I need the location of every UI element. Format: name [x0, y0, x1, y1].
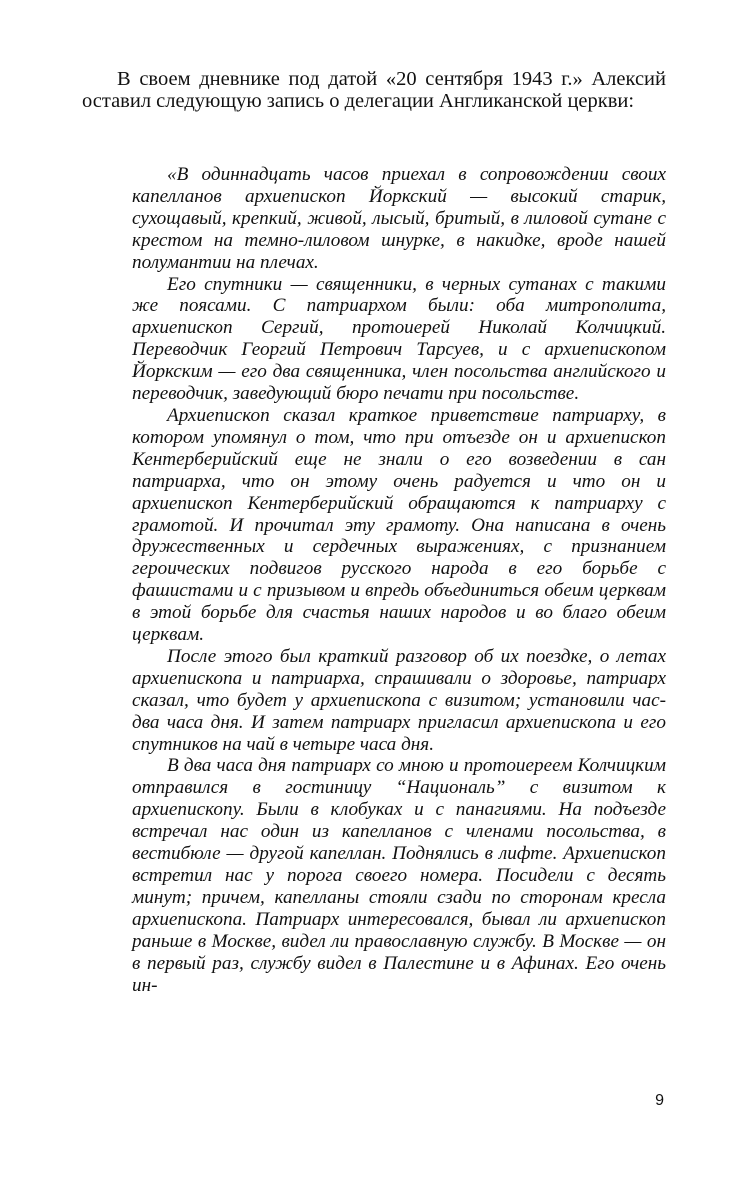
quote-paragraph: В два часа дня патриарх со мною и протоиереем Колчицким отправился в гостиницу “Националь” с визитом к архиепископу. Были в клобуках и с панагиями. На подъезде встречал нас один из капелланов с членами посольства, в вестибюле — другой капеллан. Поднялись в лифте. Архиепископ встретил нас у порога своего номера. Посидели с десять минут; причем, капелланы стояли сзади по сторонам кресла архиепископа. Патриарх интересовался, бывал ли архиепископ раньше в Москве, видел ли православную службу. В Москве — он в первый раз, службу видел в Палестине и в Афинах. Его очень ин- — [132, 755, 666, 996]
quote-paragraph: Архиепископ сказал краткое приветствие патриарху, в котором упомянул о том, что при отъезде он и архиепископ Кентерберийский еще не знали о его возведении в сан патриарха, что он этому очень радуется и что он и архиепископ Кентерберийский обращаются к патриарху с грамотой. И прочитал эту грамоту. Она написана в очень дружественных и сердечных выражениях, с признанием героических подвигов русского народа в его борьбе с фашистами и с призывом и впредь объединиться обеим церквам в этой борьбе для счастья наших народов и во благо обеим церквам. — [132, 404, 666, 646]
quotation-block — [132, 164, 666, 996]
quote-paragraph: «В одиннадцать часов приехал в сопровождении своих капелланов архиепископ Йоркский — высокий старик, сухощавый, крепкий, живой, лысый, бритый, в лиловой сутане с крестом на темно-лиловом шнурке, в накидке, вроде нашей полумантии на плечах. — [132, 164, 666, 273]
quote-paragraph: После этого был краткий разговор об их поездке, о летах архиепископа и патриарха, спрашивали о здоровье, патриарх сказал, что будет у архиепископа с визитом; установили час-два часа дня. И затем патриарх пригласил архиепископа и его спутников на чай в четыре часа дня. — [132, 645, 666, 755]
quote-paragraph: Его спутники — священники, в черных сутанах с такими же поясами. С патриархом были: оба митрополита, архиепископ Сергий, протоиерей Николай Колчицкий. Переводчик Георгий Петрович Тарсуев, и с архиепископом Йоркским — его два священника, член посольства английского и переводчик, заведующий бюро печати при посольстве. — [132, 273, 666, 405]
intro-paragraph: В своем дневнике под датой «20 сентября 1943 г.» Алексий оставил следующую запись о делегации Англиканской церкви: — [82, 68, 666, 112]
page-number: 9 — [655, 1092, 664, 1109]
